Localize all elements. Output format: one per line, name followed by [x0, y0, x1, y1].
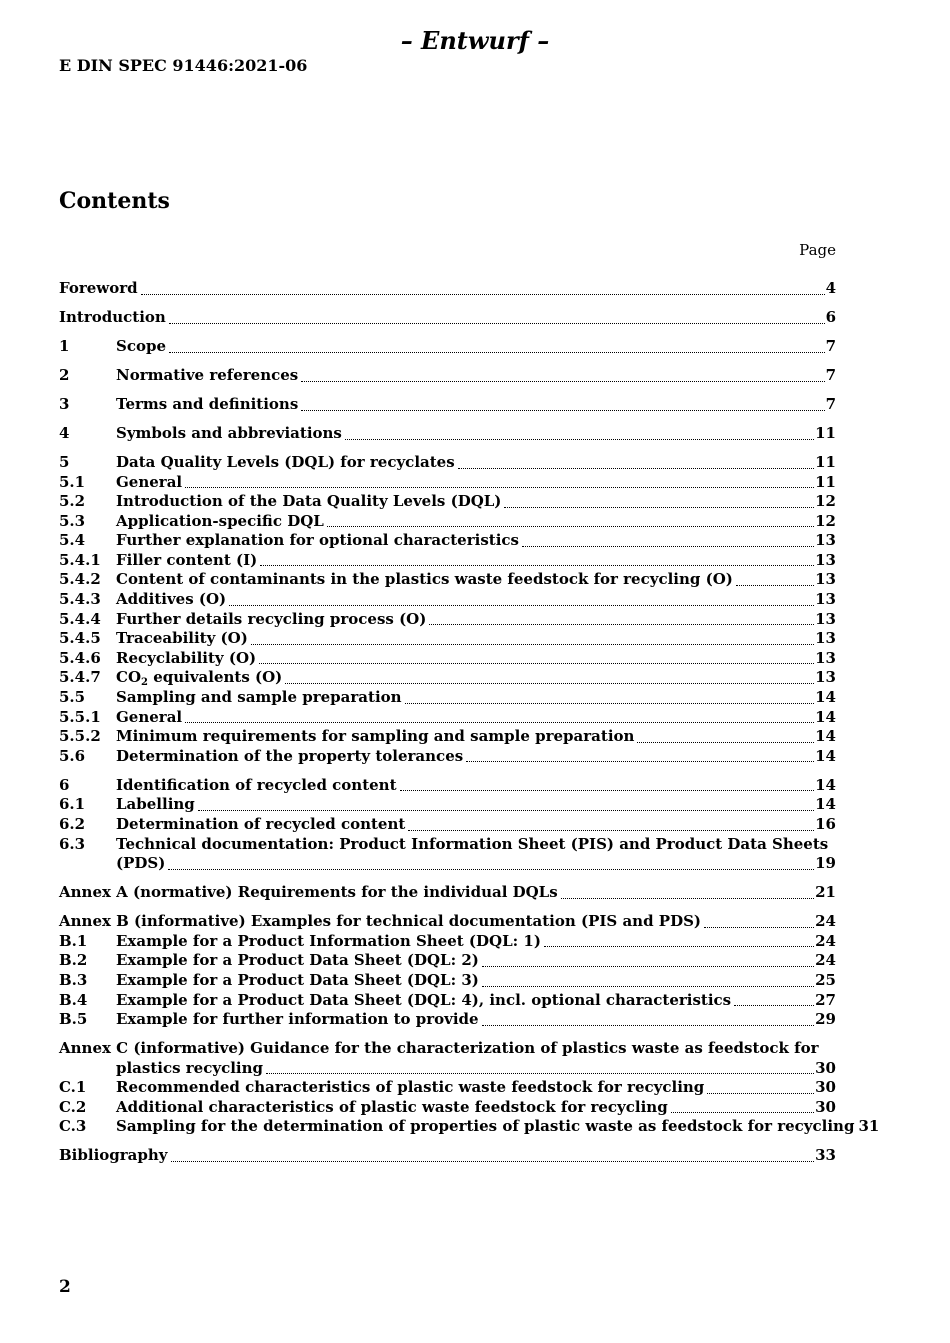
toc-entry[interactable] — [59, 776, 836, 796]
toc-entry-title: Sampling and sample preparation — [116, 688, 402, 707]
toc-entry-title-continued: (PDS) — [116, 854, 166, 873]
co2-subscript: 2 — [141, 677, 148, 689]
toc-entry-title: Annex A (normative) Requirements for the individual DQLs — [59, 883, 558, 902]
toc-entry[interactable] — [59, 708, 836, 728]
toc-entry-number: 5 — [59, 452, 70, 471]
toc-entry[interactable] — [59, 951, 836, 971]
toc-entry-number: 6 — [59, 775, 70, 794]
toc-entry[interactable] — [59, 424, 836, 444]
toc-entry-page: 24 — [815, 951, 836, 970]
toc-entry[interactable] — [59, 727, 836, 747]
toc-entry-title: Example for a Product Data Sheet (DQL: 2) — [116, 951, 479, 970]
leader-dots — [171, 1151, 815, 1162]
leader-dots — [734, 995, 814, 1006]
toc-entry-page: 13 — [815, 590, 836, 609]
leader-dots — [185, 712, 814, 723]
toc-entry-page: 33 — [815, 1146, 836, 1165]
toc-entry[interactable] — [59, 1098, 836, 1118]
leader-dots — [185, 477, 814, 488]
toc-entry-title: Application-specific DQL — [116, 511, 324, 530]
toc-entry-continuation[interactable] — [59, 854, 836, 874]
leader-dots — [736, 575, 814, 586]
leader-dots — [707, 1083, 814, 1094]
toc-entry-title: Foreword — [59, 279, 138, 297]
toc-entry-continuation[interactable] — [59, 1059, 836, 1079]
leader-dots — [301, 400, 824, 411]
toc-entry-page: 13 — [815, 609, 836, 628]
toc-entry[interactable] — [59, 629, 836, 649]
toc-entry-title: Recommended characteristics of plastic waste feedstock for recycling — [116, 1078, 705, 1097]
toc-entry-page: 30 — [815, 1078, 836, 1097]
toc-entry[interactable] — [59, 453, 836, 473]
toc-entry-page: 19 — [815, 854, 836, 873]
toc-entry-number: 2 — [59, 365, 70, 384]
leader-dots — [400, 780, 815, 791]
toc-entry-number: C.3 — [59, 1117, 87, 1136]
toc-entry[interactable] — [59, 492, 836, 512]
toc-entry-page: 14 — [815, 775, 836, 794]
toc-entry-title: Introduction of the Data Quality Levels (DQL) — [116, 492, 502, 511]
toc-entry[interactable] — [59, 366, 836, 386]
toc-entry-page: 12 — [815, 511, 836, 530]
toc-entry-page: 11 — [815, 472, 836, 491]
toc-entry-title: Example for a Product Information Sheet (DQL: 1) — [116, 931, 541, 950]
toc-entry-title: Normative references — [116, 365, 299, 384]
toc-entry[interactable] — [59, 531, 836, 551]
toc-entry-title: Additives (O) — [116, 590, 227, 609]
leader-dots — [251, 634, 814, 645]
toc-entry-number: C.1 — [59, 1078, 87, 1097]
toc-entry-number: 6.3 — [59, 834, 86, 853]
toc-entry-page: 7 — [825, 336, 836, 355]
toc-entry-title: Scope — [116, 336, 167, 355]
toc-entry-title: Determination of the property tolerances — [116, 746, 464, 765]
toc-entry[interactable] — [59, 551, 836, 571]
toc-entry-title: Identification of recycled content — [116, 775, 397, 794]
toc-entry-page: 14 — [815, 795, 836, 814]
toc-entry-page: 25 — [815, 970, 836, 989]
toc-entry-title: Content of contaminants in the plastics waste feedstock for recycling (O) — [116, 570, 733, 589]
toc-entry-title: Annex B (informative) Examples for technical documentation (PIS and PDS) — [59, 912, 702, 931]
toc-entry-title-continued: plastics recycling — [116, 1058, 263, 1077]
toc-entry[interactable] — [59, 883, 836, 903]
leader-dots — [561, 888, 814, 899]
toc-entry-page: 14 — [815, 727, 836, 746]
toc-entry-title: Data Quality Levels (DQL) for recyclates — [116, 452, 455, 471]
leader-dots — [429, 614, 814, 625]
toc-entry[interactable] — [59, 1078, 836, 1098]
leader-dots — [482, 976, 814, 987]
toc-entry-number: 5.4 — [59, 531, 86, 550]
toc-entry-title: Further details recycling process (O) — [116, 609, 427, 628]
toc-entry-page: 16 — [815, 814, 836, 833]
toc-entry-title: Sampling for the determination of properties of plastic waste as feedstock for recycling — [116, 1117, 855, 1136]
toc-entry[interactable] — [59, 279, 836, 299]
toc-entry-number: 5.4.5 — [59, 629, 101, 648]
leader-dots — [345, 429, 814, 440]
leader-dots — [169, 342, 825, 353]
toc-entry[interactable] — [59, 337, 836, 357]
toc-entry[interactable] — [59, 971, 836, 991]
toc-entry-page: 7 — [825, 394, 836, 413]
toc-entry-title: Example for a Product Data Sheet (DQL: 3) — [116, 970, 479, 989]
page-title: Contents — [59, 188, 170, 214]
toc-entry-page: 29 — [815, 1010, 836, 1029]
toc-entry-number: C.2 — [59, 1097, 87, 1116]
toc-entry-number: B.1 — [59, 931, 88, 950]
toc-entry-title: General — [116, 472, 183, 491]
toc-entry-number: 5.6 — [59, 746, 86, 765]
toc-entry-number: B.5 — [59, 1010, 88, 1029]
toc-entry-page: 7 — [825, 365, 836, 384]
toc-entry-title: Recyclability (O) — [116, 648, 257, 667]
toc-entry-number: 3 — [59, 394, 70, 413]
toc-entry-page: 14 — [815, 707, 836, 726]
toc-entry[interactable] — [59, 473, 836, 493]
toc-entry-page: 13 — [815, 531, 836, 550]
toc-entry-page: 13 — [815, 550, 836, 569]
leader-dots — [285, 673, 814, 684]
toc-entry[interactable] — [59, 795, 836, 815]
toc-entry[interactable] — [59, 649, 836, 669]
toc-entry[interactable] — [59, 570, 836, 590]
toc-entry-number: 5.4.1 — [59, 550, 101, 569]
toc-entry-page: 11 — [815, 452, 836, 471]
toc-entry[interactable] — [59, 912, 836, 932]
toc-entry-title: Example for further information to provide — [116, 1010, 479, 1029]
toc-entry-title — [116, 668, 282, 688]
toc-entry[interactable] — [59, 590, 836, 610]
page-number: 2 — [59, 1277, 71, 1297]
toc-entry-title: Further explanation for optional characteristics — [116, 531, 519, 550]
toc-entry-title: Filler content (I) — [116, 550, 258, 569]
toc-entry-page: 14 — [815, 688, 836, 707]
toc-entry-number: 5.1 — [59, 472, 86, 491]
leader-dots — [671, 1102, 814, 1113]
toc-entry[interactable] — [59, 1010, 836, 1030]
toc-entry-title: Terms and definitions — [116, 394, 299, 413]
document-id: E DIN SPEC 91446:2021-06 — [59, 56, 308, 75]
toc-entry-title: Symbols and abbreviations — [116, 423, 342, 442]
toc-entry-number: 6.2 — [59, 814, 86, 833]
toc-entry-title: Annex C (informative) Guidance for the characterization of plastics waste as feedstock for — [59, 1039, 819, 1058]
toc-entry[interactable] — [59, 688, 836, 708]
toc-entry-page: 13 — [815, 629, 836, 648]
toc-entry-page: 21 — [815, 883, 836, 902]
toc-entry-number: B.3 — [59, 970, 88, 989]
leader-dots — [408, 820, 814, 831]
leader-dots — [141, 284, 825, 295]
toc-entry-page: 6 — [825, 307, 836, 326]
toc-entry[interactable] — [59, 610, 836, 630]
leader-dots — [458, 458, 814, 469]
leader-dots — [259, 653, 814, 664]
toc-entry-page: 13 — [815, 570, 836, 589]
toc-entry-number: B.4 — [59, 990, 88, 1009]
toc-entry-number: 5.4.7 — [59, 668, 101, 687]
toc-entry-number: 5.5.2 — [59, 727, 101, 746]
leader-dots — [544, 936, 814, 947]
toc-entry-page: 30 — [815, 1058, 836, 1077]
toc-entry-page: 24 — [815, 931, 836, 950]
toc-entry-title: Bibliography — [59, 1146, 168, 1165]
leader-dots — [482, 1015, 815, 1026]
toc-entry-page: 13 — [815, 668, 836, 687]
toc-entry-page: 4 — [825, 279, 836, 297]
toc-entry-page: 13 — [815, 648, 836, 667]
toc-entry-title: Traceability (O) — [116, 629, 248, 648]
toc-entry-page: 31 — [858, 1117, 880, 1136]
leader-dots — [637, 732, 814, 743]
leader-dots — [229, 595, 814, 606]
leader-dots — [168, 859, 814, 870]
leader-dots — [405, 693, 815, 704]
toc-entry-page: 12 — [815, 492, 836, 511]
toc-entry-title: Minimum requirements for sampling and sample preparation — [116, 727, 635, 746]
toc-entry-page: 14 — [815, 746, 836, 765]
toc-entry-number: 5.4.3 — [59, 590, 101, 609]
leader-dots — [522, 536, 814, 547]
toc-entry[interactable] — [59, 668, 836, 688]
toc-entry-title: Technical documentation: Product Information Sheet (PIS) and Product Data Sheets — [116, 834, 829, 853]
co2-text: CO — [116, 668, 142, 687]
toc-entry-page: 24 — [815, 912, 836, 931]
toc-entry-title: Additional characteristics of plastic waste feedstock for recycling — [116, 1097, 668, 1116]
table-of-contents — [59, 279, 880, 1166]
toc-entry[interactable] — [59, 1039, 836, 1059]
toc-entry-number: 5.2 — [59, 492, 86, 511]
leader-dots — [198, 800, 814, 811]
leader-dots — [327, 516, 814, 527]
toc-entry-title: General — [116, 707, 183, 726]
leader-dots — [482, 956, 814, 967]
toc-entry-page: 30 — [815, 1097, 836, 1116]
toc-entry[interactable] — [59, 815, 836, 835]
leader-dots — [169, 313, 825, 324]
toc-entry-page: 11 — [815, 423, 836, 442]
toc-entry[interactable] — [59, 932, 836, 952]
toc-entry-title: Introduction — [59, 307, 166, 326]
toc-entry-page: 27 — [815, 990, 836, 1009]
toc-entry-title: Example for a Product Data Sheet (DQL: 4), incl. optional characteristics — [116, 990, 732, 1009]
leader-dots — [704, 917, 814, 928]
leader-dots — [504, 497, 814, 508]
page-column-label: Page — [799, 241, 836, 259]
toc-entry-number: 5.3 — [59, 511, 86, 530]
co2-title-rest: equivalents (O) — [147, 668, 283, 687]
toc-entry[interactable] — [59, 512, 836, 532]
toc-entry[interactable] — [59, 395, 836, 415]
toc-entry[interactable] — [59, 1146, 836, 1166]
toc-entry-title: Labelling — [116, 795, 195, 814]
leader-dots — [301, 371, 824, 382]
toc-entry[interactable] — [59, 1117, 880, 1137]
toc-entry-number: 1 — [59, 336, 70, 355]
toc-entry-number: 5.4.2 — [59, 570, 101, 589]
toc-entry[interactable] — [59, 835, 836, 855]
toc-entry[interactable] — [59, 991, 836, 1011]
toc-entry-number: B.2 — [59, 951, 88, 970]
toc-entry-number: 5.5 — [59, 688, 86, 707]
toc-entry-number: 5.4.6 — [59, 648, 101, 667]
toc-entry-number: 6.1 — [59, 795, 86, 814]
leader-dots — [466, 751, 814, 762]
leader-dots — [260, 555, 814, 566]
toc-entry-number: 4 — [59, 423, 70, 442]
toc-entry-title: Determination of recycled content — [116, 814, 406, 833]
toc-entry[interactable] — [59, 308, 836, 328]
toc-entry-number: 5.5.1 — [59, 707, 101, 726]
toc-entry-number: 5.4.4 — [59, 609, 101, 628]
leader-dots — [266, 1063, 814, 1074]
draft-label: – Entwurf – — [400, 26, 550, 55]
toc-entry[interactable] — [59, 747, 836, 767]
